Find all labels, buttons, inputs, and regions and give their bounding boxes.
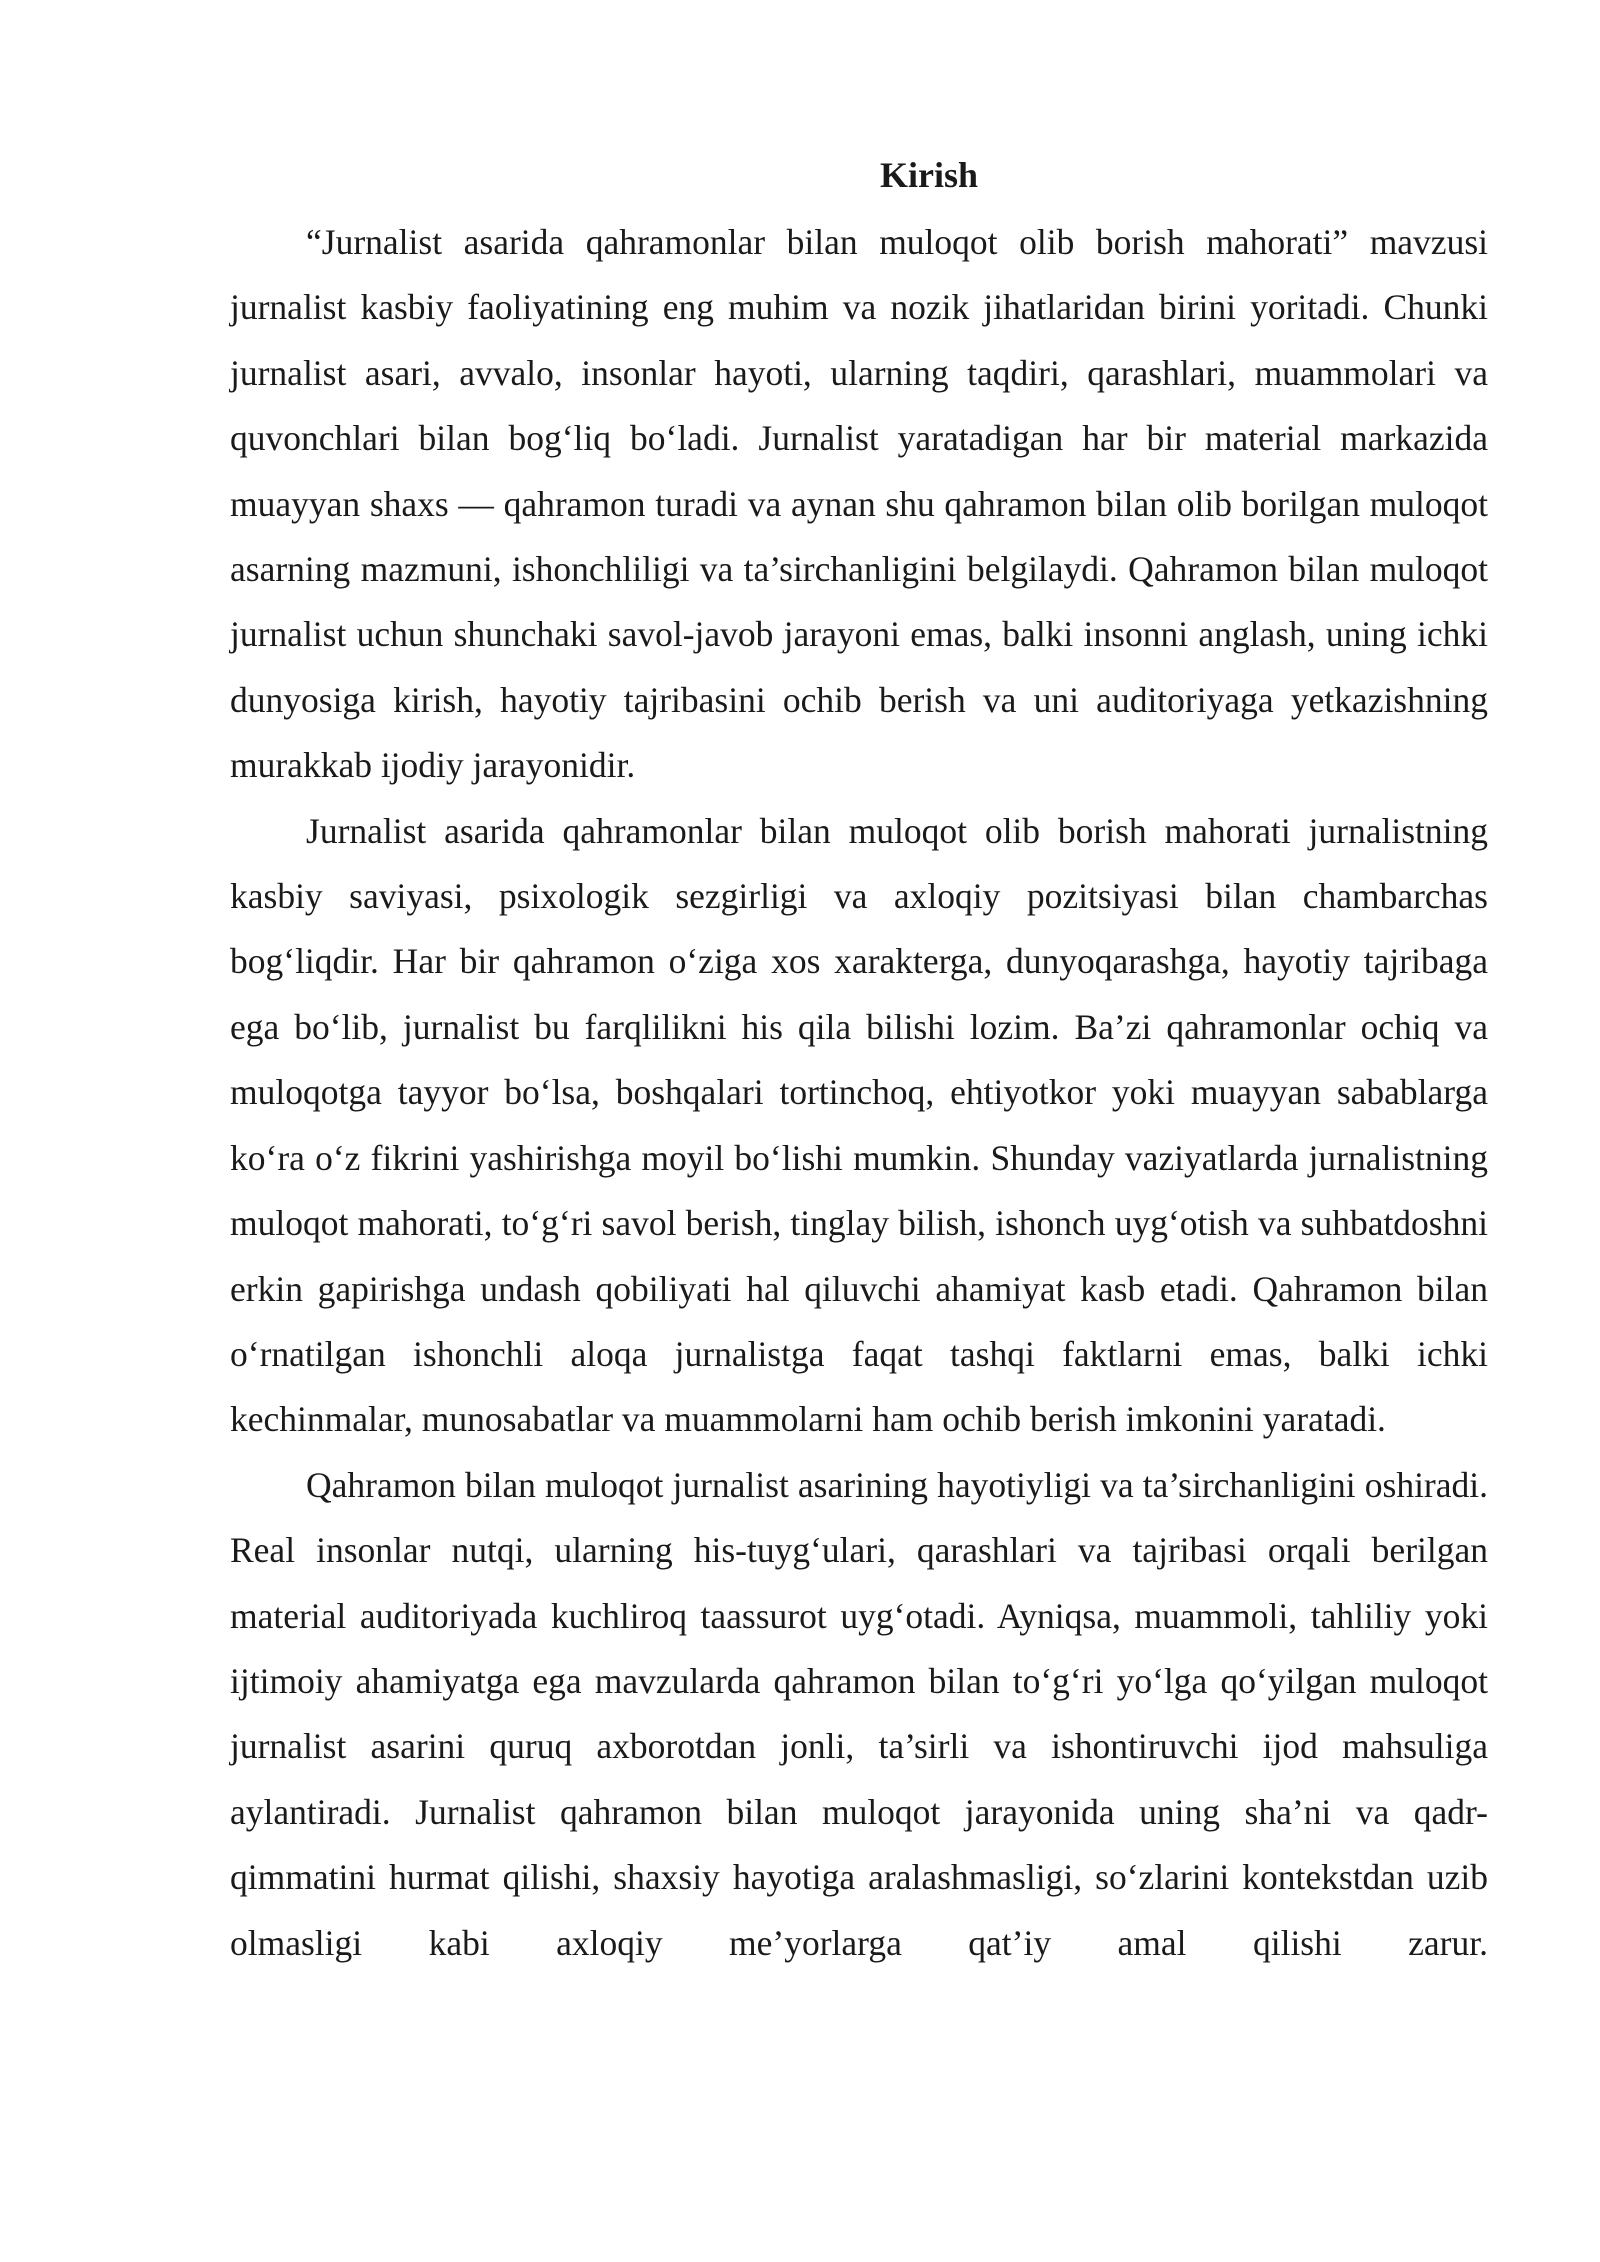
paragraph-1: “Jurnalist asarida qahramonlar bilan muloqot olib borish mahorati” mavzusi jurnalist kasbiy faoliyatining eng muhim va nozik jihatlaridan birini yoritadi. Chunki jurnalist asari, avvalo, insonlar hayoti, ularning taqdiri, qarashlari, muammolari va quvonchlari bilan bog‘liq bo‘ladi. Jurnalist yaratadigan har bir material markazida muayyan shaxs — qahramon turadi va aynan shu qahramon bilan olib borilgan muloqot asarning mazmuni, ishonchliligi va ta’sirchanligini belgilaydi. Qahramon bilan muloqot jurnalist uchun shunchaki savol-javob jarayoni emas, balki insonni anglash, uning ichki dunyosiga kirish, hayotiy tajribasini ochib berish va uni auditoriyaga yetkazishning murakkab ijodiy jarayonidir. [230, 222, 1488, 786]
paragraph-2: Jurnalist asarida qahramonlar bilan muloqot olib borish mahorati jurnalistning kasbiy saviyasi, psixologik sezgirligi va axloqiy pozitsiyasi bilan chambarchas bog‘liqdir. Har bir qahramon o‘ziga xos xarakterga, dunyoqarashga, hayotiy tajribaga ega bo‘lib, jurnalist bu farqlilikni his qila bilishi lozim. Ba’zi qahramonlar ochiq va muloqotga tayyor bo‘lsa, boshqalari tortinchoq, ehtiyotkor yoki muayyan sabablarga ko‘ra o‘z fikrini yashirishga moyil bo‘lishi mumkin. Shunday vaziyatlarda jurnalistning muloqot mahorati, to‘g‘ri savol berish, tinglay bilish, ishonch uyg‘otish va suhbatdoshni erkin gapirishga undash qobiliyati hal qiluvchi ahamiyat kasb etadi. Qahramon bilan o‘rnatilgan ishonchli aloqa jurnalistga faqat tashqi faktlarni emas, balki ichki kechinmalar, munosabatlar va muammolarni ham ochib berish imkonini yaratadi. [230, 810, 1488, 1440]
paragraph-3: Qahramon bilan muloqot jurnalist asarining hayotiyligi va ta’sirchanligini oshiradi. Real insonlar nutqi, ularning his-tuyg‘ulari, qarashlari va tajribasi orqali berilgan material auditoriyada kuchliroq taassurot uyg‘otadi. Ayniqsa, muammoli, tahliliy yoki ijtimoiy ahamiyatga ega mavzularda qahramon bilan to‘g‘ri yo‘lga qo‘yilgan muloqot jurnalist asarini quruq axborotdan jonli, ta’sirli va ishontiruvchi ijod mahsuliga aylantiradi. Jurnalist qahramon bilan muloqot jarayonida uning sha’ni va qadr-qimmatini hurmat qilishi, shaxsiy hayotiga aralashmasligi, so‘zlarini kontekstdan uzib olmasligi kabi axloqiy me’yorlarga qat’iy amal qilishi zarur. [230, 1464, 1488, 1963]
page-content [230, 140, 1488, 1976]
page-title: Kirish [879, 155, 978, 195]
